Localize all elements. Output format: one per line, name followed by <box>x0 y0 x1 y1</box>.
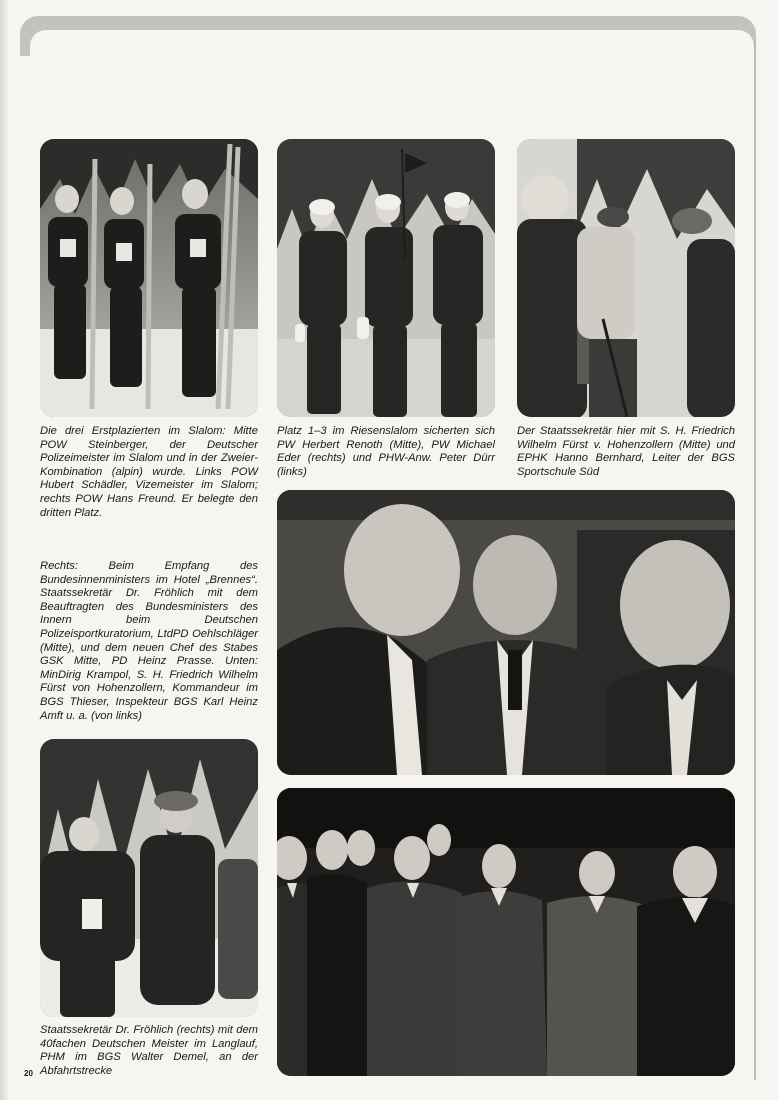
photo-reception-hotel <box>277 490 735 775</box>
right-margin-rule <box>754 40 756 1080</box>
caption-cross-country: Staatssekretär Dr. Fröhlich (rechts) mit dem 40fachen Deutschen Meister im Langlauf, PHM im BGS Walter Demel, an der Abfahrtstrecke <box>40 1024 258 1077</box>
photo-state-secretary-greeting <box>517 139 735 417</box>
photo-cross-country <box>40 739 258 1017</box>
caption-giant-slalom: Platz 1–3 im Riesenslalom sicherten sich PW Herbert Renoth (Mitte), PW Michael Eder (rechts) und PHW-Anw. Peter Dürr (links) <box>277 425 495 478</box>
photo-slalom-winners <box>40 139 258 417</box>
caption-slalom: Die drei Erstplazierten im Slalom: Mitte POW Steinberger, der Deutscher Polizeimeister im Slalom und in der Zweier-Kombination (alpin) wurde. Links POW Hubert Schädler, Vizemeister im Slalom; rechts POW Hans Freund. Er belegte den dritten Platz. <box>40 425 258 519</box>
page-edge-shadow <box>0 0 8 1100</box>
page-number: 20 <box>24 1069 33 1078</box>
caption-state-secretary: Der Staatssekretär hier mit S. H. Friedrich Wilhelm Fürst v. Hohenzollern (Mitte) und EPHK Hanno Bernhard, Leiter der BGS Sportschule Süd <box>517 425 735 478</box>
photo-giant-slalom-podium <box>277 139 495 417</box>
photo-reception-group <box>277 788 735 1076</box>
caption-reception: Rechts: Beim Empfang des Bundesinnenministers im Hotel „Brennes“. Staatssekretär Dr. Fröhlich mit dem Beauftragten des Bundesministers des Innern beim Deutschen Polizeisportkuratorium, LtdPD Oehlschläger (Mitte), und dem neuen Chef des Stabes GSK Mitte, PD Heinz Prasse. Unten: MinDirig Krampol, S. H. Friedrich Wilhelm Fürst von Hohenzollern, Kommandeur im BGS Thieser, Inspekteur BGS Karl Heinz Amft u. a. (von links) <box>40 560 258 722</box>
header-band-inner <box>30 30 754 70</box>
